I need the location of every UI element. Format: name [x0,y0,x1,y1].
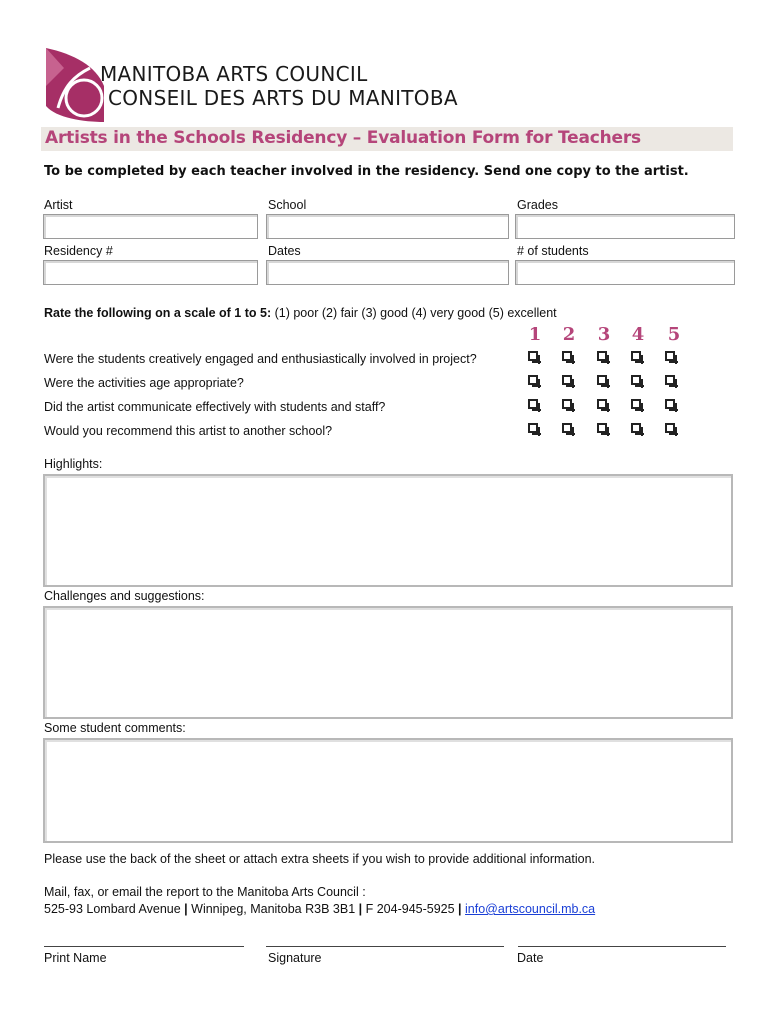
challenges-textarea[interactable] [43,606,733,719]
highlights-label: Highlights: [44,457,103,471]
grades-field[interactable] [515,214,735,239]
q1-rating-2-checkbox[interactable] [562,351,572,361]
students-field[interactable] [515,260,735,285]
q2-rating-5-checkbox[interactable] [665,375,675,385]
q4-rating-5-checkbox[interactable] [665,423,675,433]
rating-intro-rest: (1) poor (2) fair (3) good (4) very good (5) excellent [271,306,557,320]
q1-rating-5-checkbox[interactable] [665,351,675,361]
question-1: Were the students creatively engaged and enthusiastically involved in project? [44,352,477,366]
fax: F 204-945-5925 [365,902,455,916]
q3-rating-3-checkbox[interactable] [597,399,607,409]
scale-number-5: 5 [667,324,681,345]
students-label: # of students [517,244,589,258]
residency-label: Residency # [44,244,113,258]
print-name-line[interactable] [44,946,244,947]
org-name-fr: CONSEIL DES ARTS DU MANITOBA [108,86,458,110]
dates-label: Dates [268,244,301,258]
q4-rating-3-checkbox[interactable] [597,423,607,433]
q4-rating-4-checkbox[interactable] [631,423,641,433]
q2-rating-3-checkbox[interactable] [597,375,607,385]
form-title-banner [41,127,733,151]
q2-rating-1-checkbox[interactable] [528,375,538,385]
mail-instructions: Mail, fax, or email the report to the Manitoba Arts Council : [44,885,366,899]
q1-rating-1-checkbox[interactable] [528,351,538,361]
q4-rating-2-checkbox[interactable] [562,423,572,433]
separator: | [184,902,188,916]
q3-rating-1-checkbox[interactable] [528,399,538,409]
print-name-label: Print Name [44,951,107,965]
school-label: School [268,198,307,212]
scale-number-3: 3 [597,324,611,345]
address: 525-93 Lombard Avenue [44,902,181,916]
signature-line[interactable] [266,946,504,947]
dates-field[interactable] [266,260,509,285]
date-line[interactable] [518,946,726,947]
artist-field[interactable] [43,214,258,239]
form-title: Artists in the Schools Residency – Evaluation Form for Teachers [45,128,641,148]
additional-info-note: Please use the back of the sheet or attach extra sheets if you wish to provide additional information. [44,852,596,866]
email-link[interactable]: info@artscouncil.mb.ca [465,902,596,916]
instructions: To be completed by each teacher involved in the residency. Send one copy to the artist. [44,164,689,179]
grades-label: Grades [517,198,558,212]
q2-rating-4-checkbox[interactable] [631,375,641,385]
q1-rating-3-checkbox[interactable] [597,351,607,361]
highlights-textarea[interactable] [43,474,733,587]
challenges-label: Challenges and suggestions: [44,589,205,603]
comments-textarea[interactable] [43,738,733,843]
q4-rating-1-checkbox[interactable] [528,423,538,433]
separator: | [458,902,462,916]
date-label: Date [517,951,544,965]
comments-label: Some student comments: [44,721,186,735]
q3-rating-2-checkbox[interactable] [562,399,572,409]
q3-rating-4-checkbox[interactable] [631,399,641,409]
school-field[interactable] [266,214,509,239]
signature-label: Signature [268,951,322,965]
separator: | [358,902,363,916]
artist-label: Artist [44,198,73,212]
q2-rating-2-checkbox[interactable] [562,375,572,385]
rating-instructions [44,306,557,320]
rating-intro-bold: Rate the following on a scale of 1 to 5: [44,306,272,320]
residency-field[interactable] [43,260,258,285]
q1-rating-4-checkbox[interactable] [631,351,641,361]
q3-rating-5-checkbox[interactable] [665,399,675,409]
city: Winnipeg, Manitoba R3B 3B1 [191,902,356,916]
question-2: Were the activities age appropriate? [44,376,244,390]
scale-number-1: 1 [528,324,542,345]
scale-number-4: 4 [631,324,645,345]
logo [44,46,108,124]
org-name-en: MANITOBA ARTS COUNCIL [100,62,368,86]
question-4: Would you recommend this artist to another school? [44,424,333,438]
scale-number-2: 2 [562,324,576,345]
contact-line [44,902,595,916]
question-3: Did the artist communicate effectively with students and staff? [44,400,386,414]
arts-council-logo-icon [44,46,108,124]
